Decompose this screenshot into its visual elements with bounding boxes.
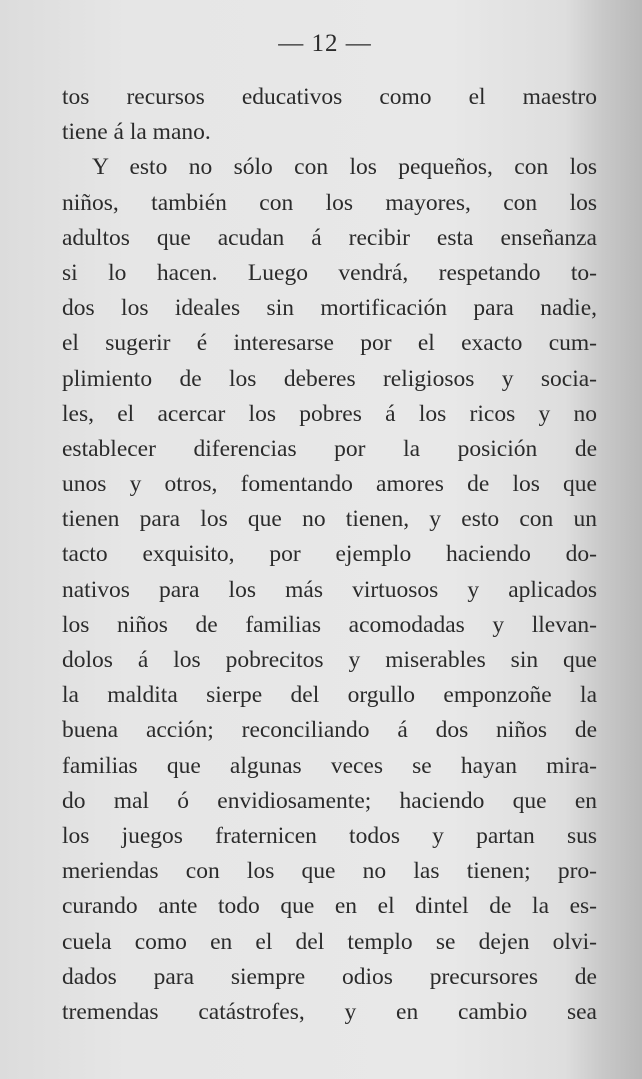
text-line: curando ante todo que en el dintel de la es- — [62, 893, 597, 920]
text-line: el sugerir é interesarse por el exacto cum- — [62, 330, 597, 357]
page-body-text — [62, 80, 597, 1030]
text-line: dos los ideales sin mortificación para nadie, — [62, 295, 597, 322]
text-line: nativos para los más virtuosos y aplicados — [62, 576, 597, 603]
text-line: Y esto no sólo con los pequeños, con los — [92, 154, 597, 181]
text-line: dados para siempre odios precursores de — [62, 963, 597, 990]
text-line: tienen para los que no tienen, y esto con un — [62, 506, 597, 533]
text-line: tacto exquisito, por ejemplo haciendo do- — [62, 541, 597, 568]
text-line: cuela como en el del templo se dejen olvi- — [62, 928, 597, 955]
text-line: los juegos fraternicen todos y partan sus — [62, 822, 597, 849]
text-line: si lo hacen. Luego vendrá, respetando to- — [62, 259, 597, 286]
page-number: — 12 — — [278, 30, 372, 57]
text-line: tiene á la mano. — [62, 119, 211, 146]
text-line: establecer diferencias por la posición de — [62, 435, 597, 462]
text-line: unos y otros, fomentando amores de los que — [62, 471, 597, 498]
text-line: buena acción; reconciliando á dos niños de — [62, 717, 597, 744]
text-line: do mal ó envidiosamente; haciendo que en — [62, 787, 597, 814]
text-line: niños, también con los mayores, con los — [62, 189, 597, 216]
text-line: la maldita sierpe del orgullo emponzoñe la — [62, 682, 597, 709]
text-line: les, el acercar los pobres á los ricos y no — [62, 400, 597, 427]
text-line: meriendas con los que no las tienen; pro- — [62, 858, 597, 885]
text-line: tos recursos educativos como el maestro — [62, 84, 597, 110]
text-line: los niños de familias acomodadas y llevan- — [62, 611, 597, 638]
text-line: familias que algunas veces se hayan mira- — [62, 752, 597, 779]
text-line: dolos á los pobrecitos y miserables sin que — [62, 647, 597, 673]
text-line: tremendas catástrofes, y en cambio sea — [62, 998, 597, 1025]
text-line: adultos que acudan á recibir esta enseñanza — [62, 224, 597, 251]
text-line: plimiento de los deberes religiosos y socia- — [62, 365, 597, 392]
